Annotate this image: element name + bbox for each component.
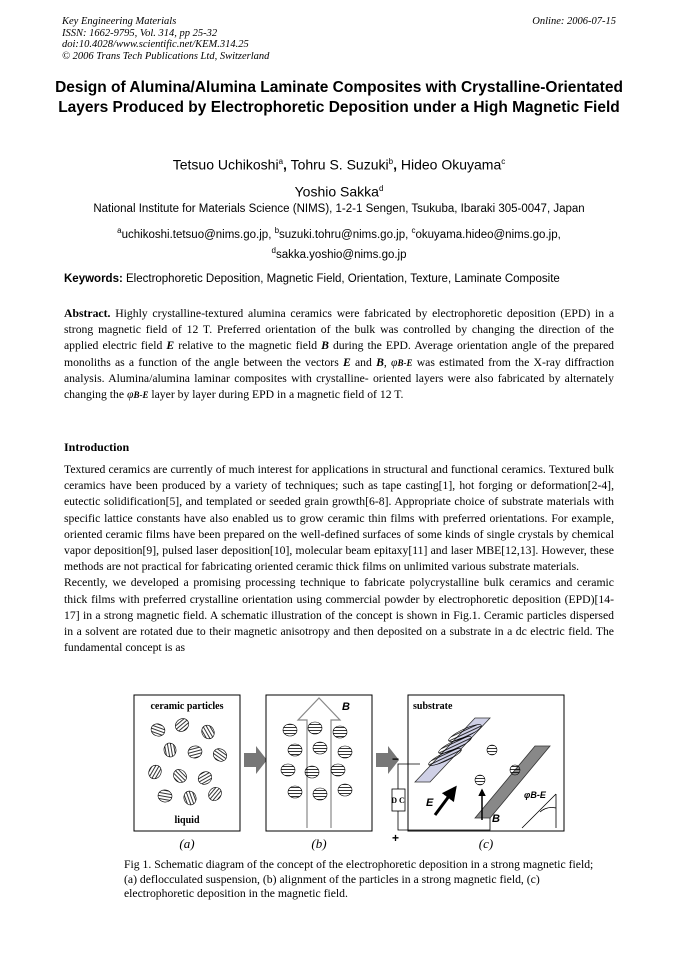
email-link[interactable]: okuyama.hideo@nims.go.jp xyxy=(415,228,558,241)
author-name: Yoshio Sakka xyxy=(294,183,379,200)
panel-a-liquid: liquid xyxy=(174,815,200,826)
panel-a-title: ceramic particles xyxy=(150,701,224,712)
introduction-body xyxy=(64,462,614,656)
panel-c-B: B xyxy=(492,813,500,825)
particle xyxy=(333,726,347,738)
online-date: Online: 2006-07-15 xyxy=(532,16,616,27)
particle xyxy=(313,742,327,754)
author-sup: b xyxy=(388,157,394,166)
minus-sign: − xyxy=(392,752,400,766)
particle xyxy=(288,744,302,756)
label-a: (a) xyxy=(179,836,195,851)
copyright: © 2006 Trans Tech Publications Ltd, Switzerland xyxy=(62,50,270,62)
email-link[interactable]: suzuki.tohru@nims.go.jp xyxy=(279,228,406,241)
particle xyxy=(338,746,352,758)
paragraph: Textured ceramics are currently of much interest for applications in structural and functional ceramics. Textured bulk ceramics have been produced by a variety of techniques; such as tape casting[1], hot forging or deformation[2-4], eutectic solidification[5], and templated or seeded grain growth[6-8]. Appropriate choice of substrate materials with specific lattice constants have also enabled us to grow ceramic thin films with preferred orientations. For example, oriented ceramic films have been prepared on the well-defined surfaces of some kinds of single crystals by chemical vapor deposition[9], pulsed laser deposition[10], molecular beam epitaxy[11] and laser MBE[12,13]. However, these methods are not practical for fabricating oriented ceramic thick films on unlimited various substrate materials. xyxy=(64,463,614,574)
abstract: Abstract. Highly crystalline-textured alumina ceramics were fabricated by electrophoretic deposition (EPD) in a strong magnetic field of 12 T. Preferred orientation of the bulk was controlled by changing the direction of the applied electric field E relative to the magnetic field B during the EPD. Average orientation angle of the prepared monoliths as a function of the angle between the vectors E and B, φB-E was estimated from the X-ray diffraction analysis. Alumina/alumina laminar composites with crystalline- oriented layers were also fabricated by alternately changing the φB-E layer by layer during EPD in a magnetic field of 12 T. xyxy=(64,307,615,402)
keywords-text: Electrophoretic Deposition, Magnetic Field, Orientation, Texture, Laminate Composite xyxy=(126,273,560,285)
panel-c-E: E xyxy=(426,797,434,809)
particle xyxy=(288,786,302,798)
particle xyxy=(331,764,345,776)
paper-title: Design of Alumina/Alumina Laminate Composites with Crystalline-Orientated Layers Produced by Electrophoretic Deposition under a High Magnetic Field xyxy=(55,79,623,116)
process-arrow xyxy=(244,746,267,774)
particle xyxy=(308,722,322,734)
dc-label: D C xyxy=(391,796,405,805)
panel-c-angle: φB-E xyxy=(524,790,546,800)
paragraph: Recently, we developed a promising processing technique to fabricate polycrystalline bulk ceramics and ceramic thick films with preferred crystalline orientation using commercial powder by electrophoretic deposition (EPD)[14-17] in a strong magnetic field. A schematic illustration of the concept is shown in Fig.1. Ceramic particles dispersed in a solvent are rotated due to their magnetic anisotropy and then deposited on a substrate in a dc electric field. The fundamental concept is as xyxy=(64,576,614,655)
label-b: (b) xyxy=(311,836,327,851)
doi: doi:10.4028/www.scientific.net/KEM.314.25 xyxy=(62,39,249,50)
panel-b-B: B xyxy=(342,701,350,713)
figure-1 xyxy=(130,690,570,855)
affiliation: National Institute for Materials Science (NIMS), 1-2-1 Sengen, Tsukuba, Ibaraki 305-0047, Japan xyxy=(93,203,585,215)
journal-header xyxy=(62,16,269,62)
author-list: Tetsuo Uchikoshi$^a$, Tohru S. Suzuki$^b$, Hideo Okuyama$^c$ Yoshio Sakka$^d$ xyxy=(172,156,506,200)
author-name: Tetsuo Uchikoshi xyxy=(172,156,279,173)
email-link[interactable]: uchikoshi.tetsuo@nims.go.jp xyxy=(121,228,269,241)
particle xyxy=(283,724,297,736)
author-sup: c xyxy=(501,157,506,166)
panel-a-box xyxy=(134,695,240,831)
author-sup: d xyxy=(378,183,384,193)
panel-b-box xyxy=(266,695,372,831)
issn: ISSN: 1662-9795, Vol. 314, pp 25-32 xyxy=(62,27,218,39)
email-link[interactable]: sakka.yoshio@nims.go.jp xyxy=(275,248,407,261)
author-name: Hideo Okuyama xyxy=(400,156,502,173)
author-name: Tohru S. Suzuki xyxy=(290,156,389,173)
journal-name: Key Engineering Materials xyxy=(62,16,177,27)
particle xyxy=(305,766,319,778)
label-c: (c) xyxy=(478,836,494,851)
particle xyxy=(313,788,327,800)
keywords xyxy=(64,273,624,285)
email-list: $^a$uchikoshi.tetsuo@nims.go.jp, $^b$suzuki.tohru@nims.go.jp, $^c$okuyama.hideo@nims.go.jp, $^d$sakka.yoshio@nims.go.jp xyxy=(117,226,561,261)
panel-c-title: substrate xyxy=(413,701,453,712)
author-sup: a xyxy=(278,157,284,166)
keywords-label: Keywords: xyxy=(64,273,123,285)
abstract-label: Abstract. xyxy=(64,307,111,320)
particle xyxy=(338,784,352,796)
particle xyxy=(281,764,295,776)
figure-caption: Fig 1. Schematic diagram of the concept of the electrophoretic deposition in a strong magnetic field; (a) deflocculated suspension, (b) alignment of the particles in a strong magnetic field, (c) electrophoretic deposition in the magnetic field. xyxy=(124,858,594,900)
section-heading-introduction: Introduction xyxy=(64,440,130,454)
plus-sign: + xyxy=(392,831,400,845)
